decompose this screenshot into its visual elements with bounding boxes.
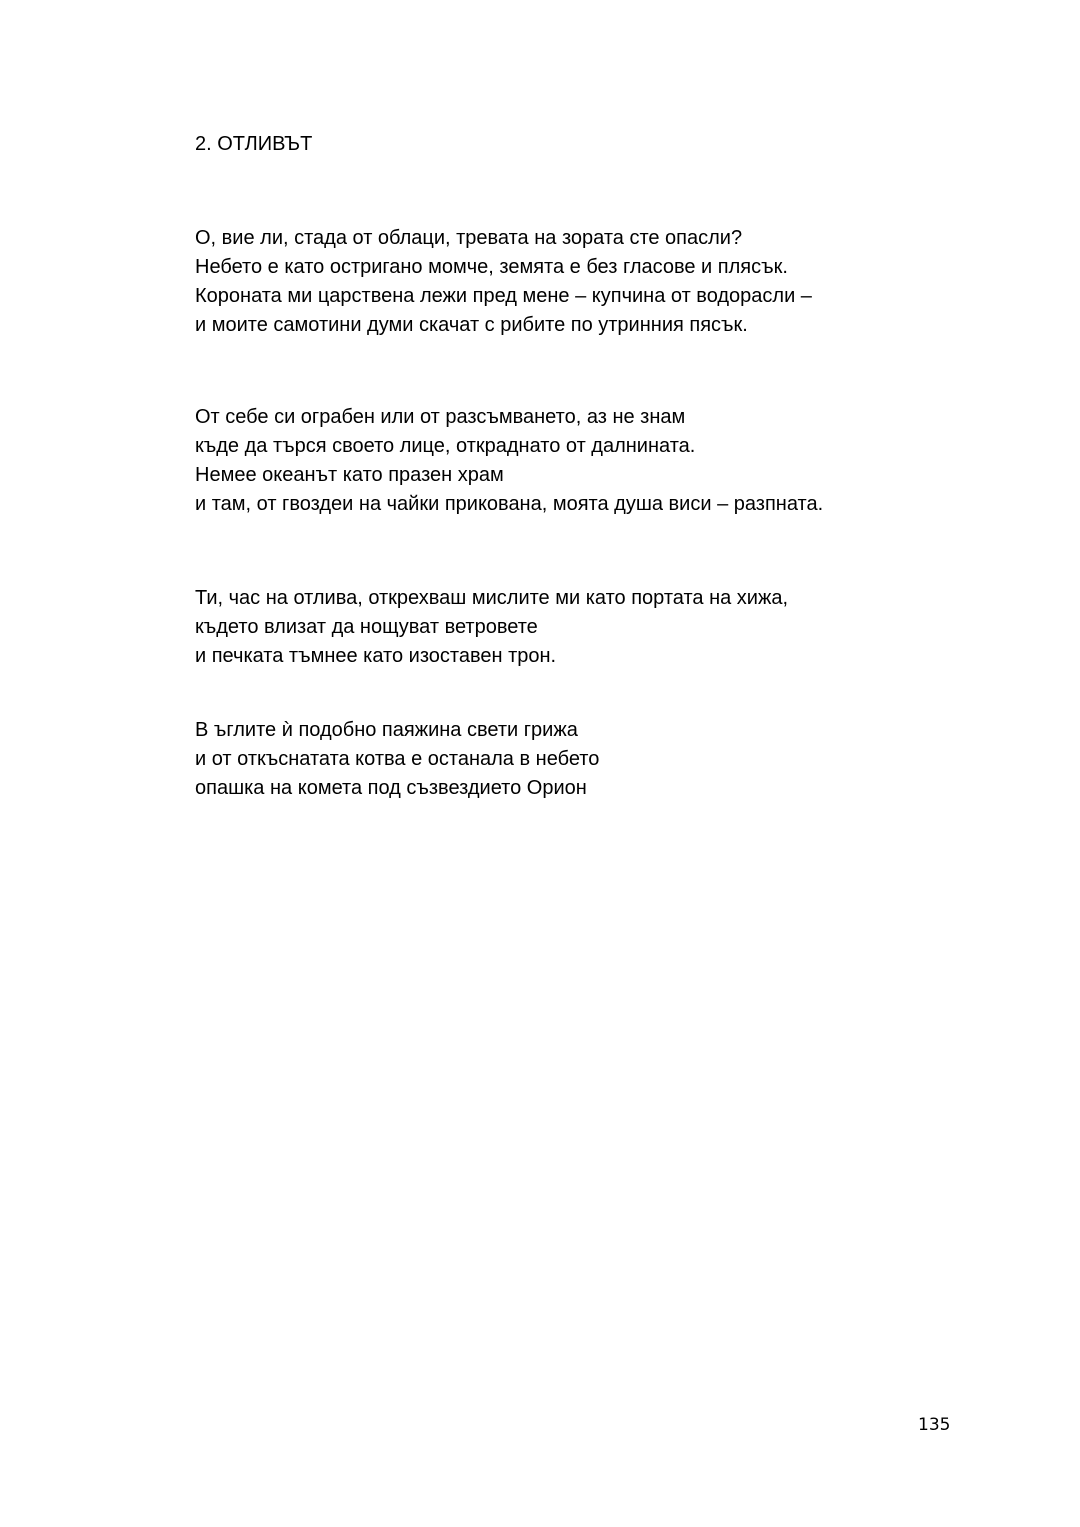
verse-line: опашка на комета под съзвездието Орион [195,777,587,799]
verse-line: и от откъснатата котва е останала в небето [195,748,600,770]
stanza-2 [195,403,823,519]
stanza-1 [195,224,812,340]
verse-line: къде да търся своето лице, откраднато от далнината. [195,435,696,457]
stanza-3 [195,584,788,671]
page-number: 135 [918,1415,951,1435]
verse-line: и печката тъмнее като изоставен трон. [195,645,557,667]
verse-line: и моите самотини думи скачат с рибите по утринния пясък. [195,314,748,336]
verse-line: О, вие ли, стада от облаци, тревата на зората сте опасли? [195,227,743,249]
verse-line: В ъглите ѝ подобно паяжина свети грижа [195,719,578,741]
verse-line: и там, от гвоздеи на чайки прикована, моята душа виси – разпната. [195,493,824,515]
verse-line: От себе си ограбен или от разсъмването, аз не знам [195,406,686,428]
verse-line: Немее океанът като празен храм [195,464,504,486]
verse-line: Ти, час на отлива, открехваш мислите ми като портата на хижа, [195,587,789,609]
poem-title: 2. ОТЛИВЪТ [195,133,313,155]
verse-line: където влизат да нощуват ветровете [195,616,538,638]
stanza-4 [195,716,599,803]
verse-line: Короната ми царствена лежи пред мене – купчина от водорасли – [195,285,812,307]
verse-line: Небето е като остригано момче, земята е без гласове и плясък. [195,256,788,278]
